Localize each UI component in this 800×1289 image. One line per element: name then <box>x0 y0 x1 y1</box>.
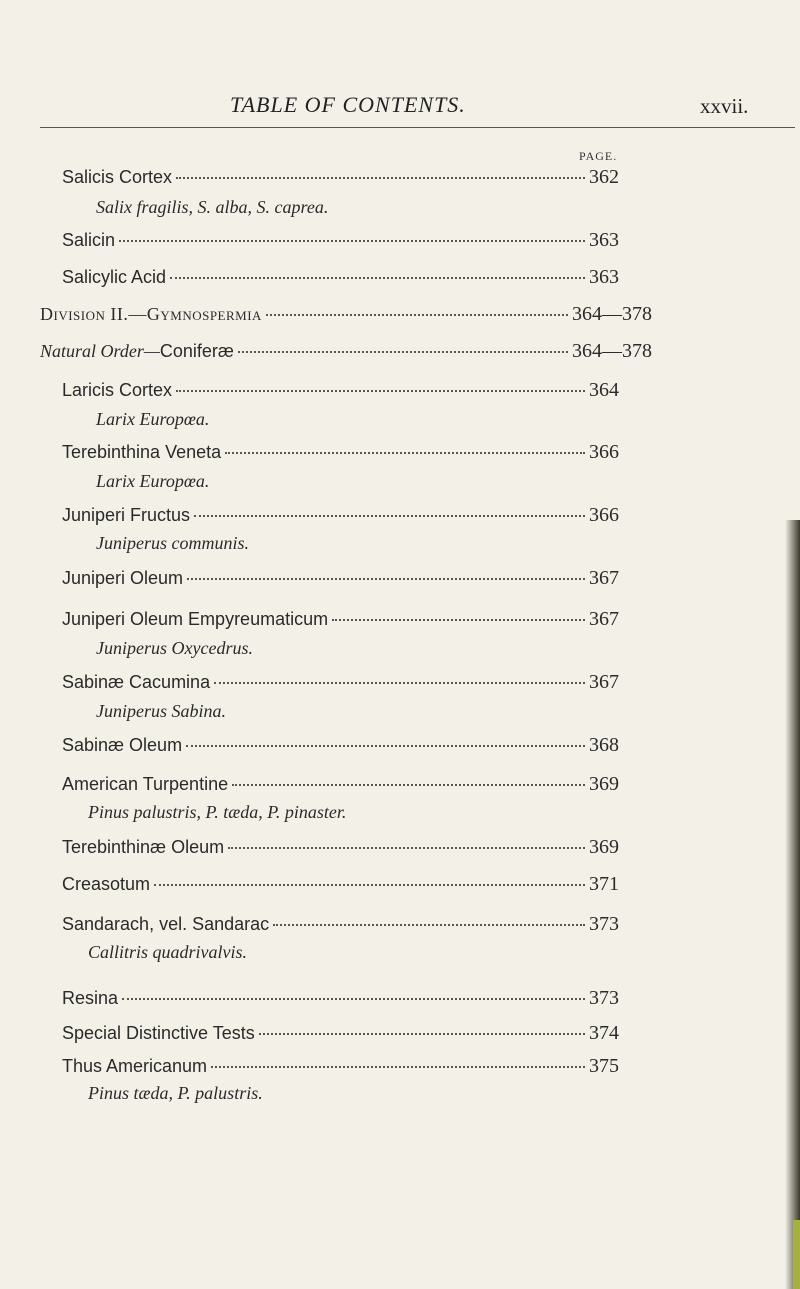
entry-title-prefix: Natural Order— <box>40 341 160 361</box>
entry-title: Salicin <box>62 230 116 250</box>
entry-title: Sabinæ Cacumina <box>62 672 211 692</box>
header-page-number: xxvii. <box>700 94 749 118</box>
toc-entry <box>62 567 619 590</box>
entry-page: 363 <box>589 229 619 251</box>
dot-leader <box>154 883 585 886</box>
entry-page: 375 <box>589 1055 619 1077</box>
entry-title: Coniferæ <box>159 341 234 361</box>
toc-entry <box>40 340 652 363</box>
toc-entry <box>62 987 619 1010</box>
entry-title: Terebinthinæ Oleum <box>62 837 225 857</box>
entry-title: Salicylic Acid <box>62 267 167 287</box>
entry-subtitle: Pinus tæda, P. palustris. <box>88 1083 263 1103</box>
entry-title: Resina <box>62 988 119 1008</box>
entry-subtitle: Larix Europœa. <box>96 471 210 491</box>
toc-entry <box>62 166 619 189</box>
dot-leader <box>214 681 585 684</box>
entry-title: Creasotum <box>62 874 151 894</box>
toc-entry <box>62 504 619 527</box>
entry-page: 373 <box>589 913 619 935</box>
toc-entry <box>62 1022 619 1045</box>
entry-subtitle: Pinus palustris, P. tæda, P. pinaster. <box>88 802 347 822</box>
toc-entry <box>62 836 619 859</box>
entry-page: 364 <box>589 379 619 401</box>
dot-leader <box>122 997 585 1000</box>
dot-leader <box>186 744 585 747</box>
entry-page: 364—378 <box>572 340 652 362</box>
dot-leader <box>238 350 568 353</box>
dot-leader <box>228 846 585 849</box>
entry-page: 374 <box>589 1022 619 1044</box>
dot-leader <box>259 1032 585 1035</box>
toc-entry <box>40 303 652 326</box>
entry-page: 367 <box>589 567 619 589</box>
dot-leader <box>273 923 585 926</box>
entry-title: Special Distinctive Tests <box>62 1023 255 1043</box>
entry-title: Thus Americanum <box>62 1056 208 1076</box>
entry-page: 368 <box>589 734 619 756</box>
entry-subtitle: Juniperus Oxycedrus. <box>96 638 253 658</box>
page-column-label: PAGE. <box>579 149 618 163</box>
entry-title: Juniperi Oleum Empyreumaticum <box>62 609 329 629</box>
entry-page: 366 <box>589 441 619 463</box>
entry-subtitle: Larix Europœa. <box>96 409 210 429</box>
dot-leader <box>232 783 585 786</box>
dot-leader <box>211 1065 585 1068</box>
toc-entry <box>62 671 619 694</box>
dot-leader <box>194 514 585 517</box>
entry-page: 362 <box>589 166 619 188</box>
entry-page: 367 <box>589 608 619 630</box>
dot-leader <box>176 389 585 392</box>
entry-page: 364—378 <box>572 303 652 325</box>
dot-leader <box>187 577 585 580</box>
entry-subtitle: Juniperus Sabina. <box>96 701 226 721</box>
dot-leader <box>225 451 585 454</box>
entry-page: 367 <box>589 671 619 693</box>
toc-entry <box>62 229 619 252</box>
dot-leader <box>119 239 585 242</box>
entry-title: Laricis Cortex <box>62 380 173 400</box>
entry-title: Salicis Cortex <box>62 167 173 187</box>
toc-entry <box>62 608 619 631</box>
page-edge-marker <box>793 1220 800 1289</box>
dot-leader <box>176 176 585 179</box>
entry-page: 369 <box>589 836 619 858</box>
toc-entry <box>62 1055 619 1078</box>
entry-title: Sandarach, vel. Sandarac <box>62 914 270 934</box>
entry-title: American Turpentine <box>62 774 229 794</box>
entry-title: Division II.—Gymnospermia <box>40 304 262 324</box>
toc-entry <box>62 873 619 896</box>
entry-page: 371 <box>589 873 619 895</box>
entry-page: 373 <box>589 987 619 1009</box>
toc-entry <box>62 266 619 289</box>
dot-leader <box>266 313 568 316</box>
dot-leader <box>170 276 585 279</box>
entry-subtitle: Juniperus communis. <box>96 533 249 553</box>
entry-subtitle: Callitris quadrivalvis. <box>88 942 248 962</box>
entry-title: Juniperi Oleum <box>62 568 184 588</box>
toc-entry <box>62 773 619 796</box>
entry-subtitle: Salix fragilis, S. alba, S. caprea. <box>96 197 329 217</box>
entry-title: Terebinthina Veneta <box>62 442 222 462</box>
page-edge-shadow <box>785 520 800 1289</box>
entry-page: 366 <box>589 504 619 526</box>
toc-entry <box>62 379 619 402</box>
toc-entry <box>62 441 619 464</box>
dot-leader <box>332 618 585 621</box>
toc-entry <box>62 913 619 936</box>
entry-page: 363 <box>589 266 619 288</box>
toc-entry <box>62 734 619 757</box>
header-title: TABLE OF CONTENTS. <box>230 92 466 117</box>
entry-title: Juniperi Fructus <box>62 505 191 525</box>
entry-title: Sabinæ Oleum <box>62 735 183 755</box>
entry-page: 369 <box>589 773 619 795</box>
